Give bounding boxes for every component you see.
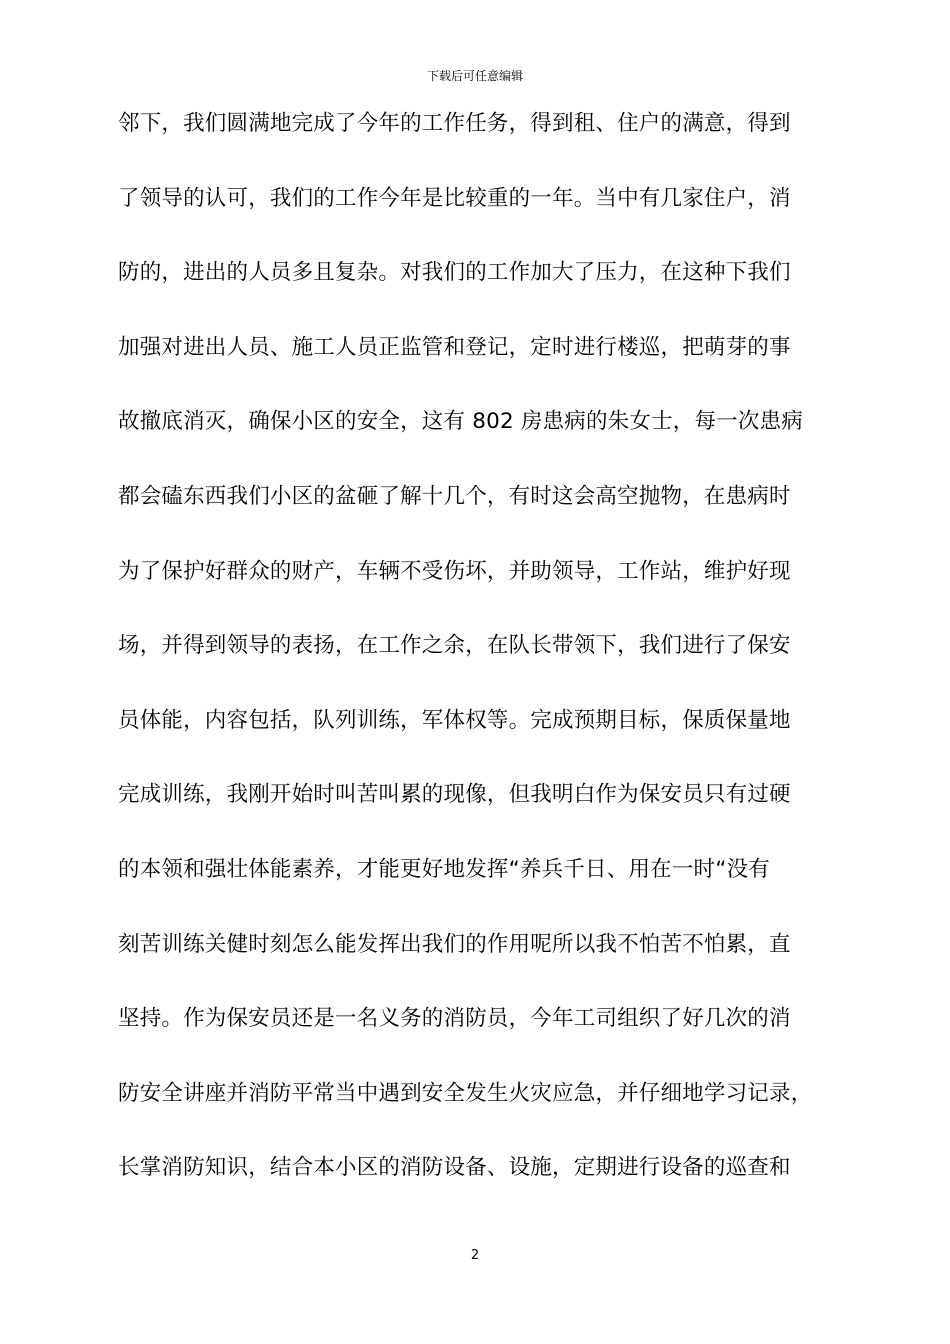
text-line: 长掌消防知识，结合本小区的消防设备、设施，定期进行设备的巡查和 xyxy=(118,1155,791,1181)
text-line: 的本领和强壮体能素养，才能更好地发挥“养兵千日、用在一时“没有 xyxy=(118,856,770,882)
text-line: 为了保护好群众的财产，车辆不受伤坏，并助领导，工作站，维护好现 xyxy=(118,558,791,584)
text-line: 故撤底消灭，确保小区的安全，这有 802 房患病的朱女士，每一次患病 xyxy=(118,409,804,435)
text-line: 员体能，内容包括，队列训练，军体权等。完成预期目标，保质保量地 xyxy=(118,707,791,733)
text-line: 完成训练，我刚开始时叫苦叫累的现像，但我明白作为保安员只有过硬 xyxy=(118,782,791,808)
page-header: 下载后可任意编辑 xyxy=(426,69,523,83)
text-line: 加强对进出人员、施工人员正监管和登记，定时进行楼巡，把萌芽的事 xyxy=(118,334,791,360)
text-line: 场，并得到领导的表扬，在工作之余，在队长带领下，我们进行了保安 xyxy=(118,633,791,659)
text-line: 了领导的认可，我们的工作今年是比较重的一年。当中有几家住户，消 xyxy=(118,185,791,211)
page-number: 2 xyxy=(470,1248,480,1263)
text-line: 邻下，我们圆满地完成了今年的工作任务，得到租、住户的满意，得到 xyxy=(118,111,791,136)
body-text xyxy=(118,97,838,1216)
text-line: 都会磕东西我们小区的盆砸了解十几个，有时这会高空抛物，在患病时 xyxy=(118,483,791,509)
text-line: 防的，进出的人员多且复杂。对我们的工作加大了压力，在这种下我们 xyxy=(118,260,791,286)
text-line: 刻苦训练关健时刻怎么能发挥出我们的作用呢所以我不怕苦不怕累，直 xyxy=(118,931,791,957)
text-line: 防安全讲座并消防平常当中遇到安全发生火灾应急，并仔细地学习记录， xyxy=(118,1080,813,1106)
text-line: 坚持。作为保安员还是一名义务的消防员，今年工司组织了好几次的消 xyxy=(118,1006,791,1032)
